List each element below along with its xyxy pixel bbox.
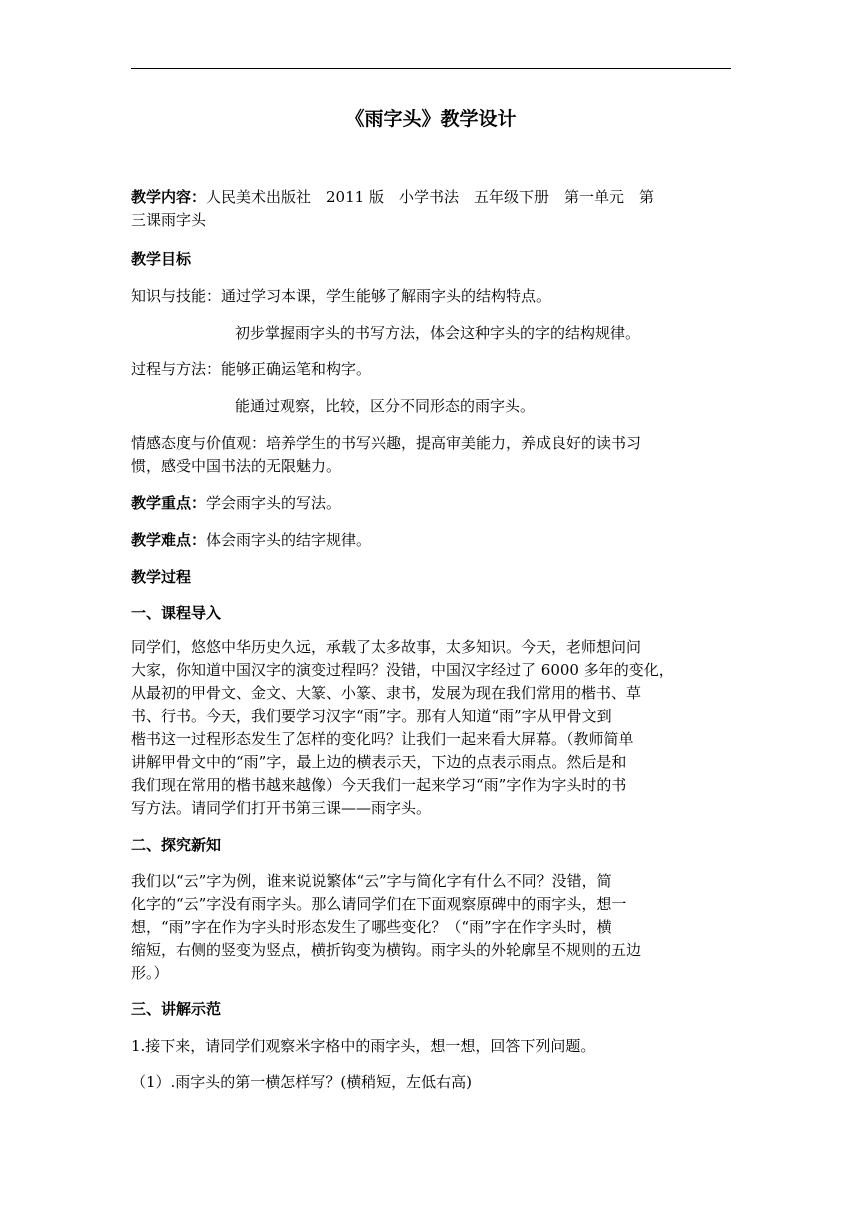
- knowledge-skill-label: 知识与技能：: [131, 287, 222, 305]
- section-3-line-1: 1.接下来，请同学们观察米字格中的雨字头，想一想，回答下列问题。: [131, 1037, 596, 1055]
- process-method-label: 过程与方法：: [131, 360, 222, 378]
- teaching-content-text: 人民美术出版社 2011 版 小学书法 五年级下册 第一单元 第: [206, 188, 654, 206]
- emotion-values-line: 惯，感受中国书法的无限魅力。: [131, 457, 342, 475]
- paragraph-line: 讲解甲骨文中的“雨”字，最上边的横表示天，下边的点表示雨点。然后是和: [131, 753, 627, 771]
- header-rule: [131, 68, 731, 69]
- paragraph-line: 我们以“云”字为例，谁来说说繁体“云”字与简化字有什么不同？没错，简: [131, 872, 612, 890]
- section-1-heading: 一、课程导入: [131, 604, 222, 622]
- knowledge-skill: [131, 285, 731, 308]
- paragraph-line: 想，“雨”字在作为字头时形态发生了哪些变化？（“雨”字在作字头时，横: [131, 918, 612, 936]
- key-point-label: 教学重点：: [131, 494, 207, 512]
- emotion-values-line: 情感态度与价值观：培养学生的书写兴趣，提高审美能力，养成良好的读书习: [131, 434, 642, 452]
- paragraph-line: 同学们，悠悠中华历史久远，承载了太多故事，太多知识。今天，老师想问问: [131, 638, 642, 656]
- key-point-text: 学会雨字头的写法。: [206, 494, 342, 512]
- process-method-text: 能够正确运笔和构字。: [221, 360, 372, 378]
- section-2-body: [131, 870, 731, 985]
- key-point: [131, 492, 731, 515]
- emotion-values: [131, 432, 731, 478]
- process-method: [131, 358, 731, 381]
- knowledge-skill-text-2: 初步掌握雨字头的书写方法，体会这种字头的字的结构规律。: [235, 324, 641, 342]
- teaching-content-text-cont: 三课雨字头: [131, 211, 207, 229]
- process-heading: 教学过程: [131, 568, 192, 586]
- paragraph-line: 我们现在常用的楷书越来越像）今天我们一起来学习“雨”字作为字头时的书: [131, 776, 627, 794]
- difficulty: [131, 529, 731, 552]
- paragraph-line: 缩短，右侧的竖变为竖点，横折钩变为横钩。雨字头的外轮廓呈不规则的五边: [131, 941, 642, 959]
- paragraph-line: 楷书这一过程形态发生了怎样的变化吗？让我们一起来看大屏幕。（教师简单: [131, 730, 634, 748]
- process-method-text-2: 能通过观察，比较，区分不同形态的雨字头。: [235, 397, 536, 415]
- teaching-content: [131, 186, 731, 232]
- paragraph-line: 形。）: [131, 964, 169, 982]
- section-3-line-2: （1）.雨字头的第一横怎样写？(横稍短，左低右高): [131, 1073, 473, 1091]
- paragraph-line: 化字的“云”字没有雨字头。那么请同学们在下面观察原碑中的雨字头，想一: [131, 895, 627, 913]
- difficulty-text: 体会雨字头的结字规律。: [206, 531, 372, 549]
- objectives-heading: 教学目标: [131, 250, 192, 268]
- section-1-body: [131, 636, 731, 820]
- document-title: 《雨字头》教学设计: [345, 108, 517, 130]
- section-2-heading: 二、探究新知: [131, 836, 222, 854]
- paragraph-line: 书、行书。今天，我们要学习汉字“雨”字。那有人知道“雨”字从甲骨文到: [131, 707, 612, 725]
- knowledge-skill-text: 通过学习本课，学生能够了解雨字头的结构特点。: [221, 287, 552, 305]
- paragraph-line: 大家，你知道中国汉字的演变过程吗？没错，中国汉字经过了 6000 多年的变化，: [131, 661, 674, 679]
- teaching-content-label: 教学内容：: [131, 188, 207, 206]
- paragraph-line: 写方法。请同学们打开书第三课——雨字头。: [131, 799, 432, 817]
- paragraph-line: 从最初的甲骨文、金文、大篆、小篆、隶书，发展为现在我们常用的楷书、草: [131, 684, 642, 702]
- difficulty-label: 教学难点：: [131, 531, 207, 549]
- section-3-heading: 三、讲解示范: [131, 1000, 222, 1018]
